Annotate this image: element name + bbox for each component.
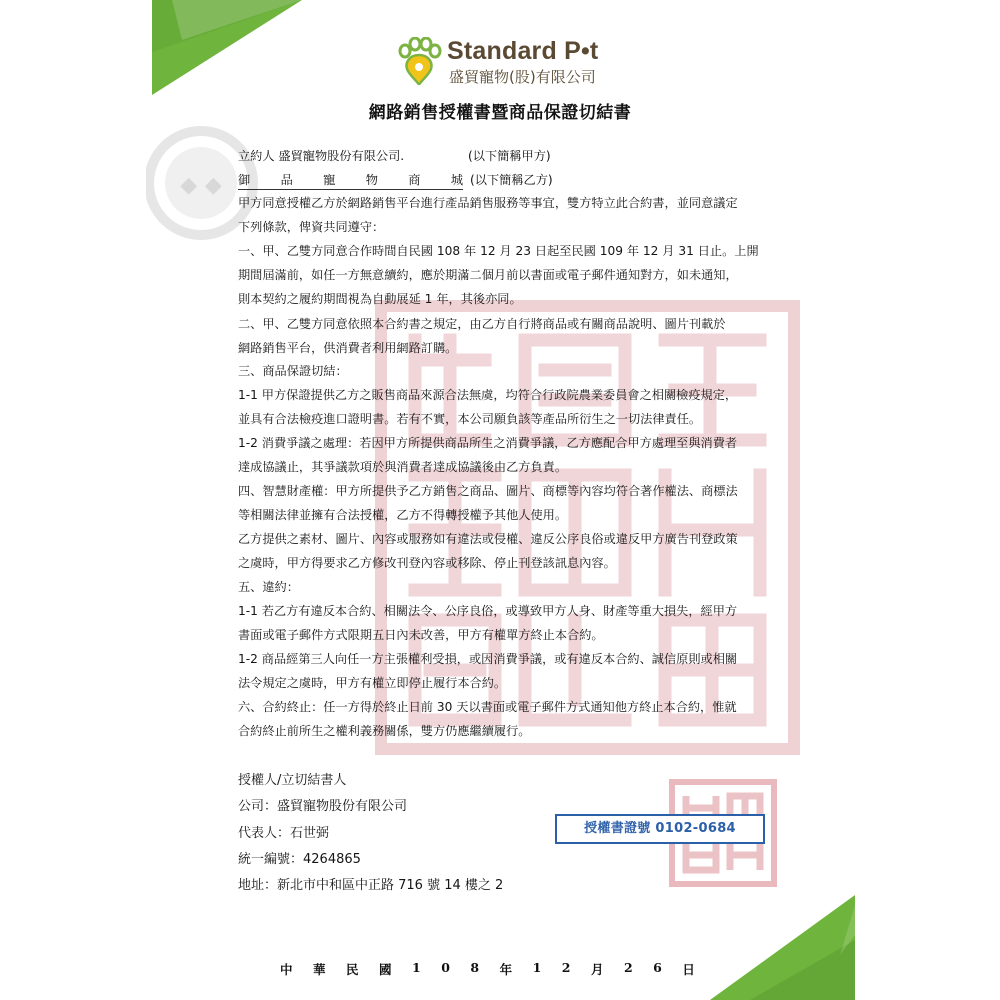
clause-line: 六、合約終止：任一方得於終止日前 30 天以書面或電子郵件方式通知他方終止本合約，惟就: [238, 700, 737, 714]
date-char: 國: [379, 962, 392, 977]
signatory-company: 公司：盛貿寵物股份有限公司: [238, 799, 408, 814]
clause-line: 等相關法律並擁有合法授權，乙方不得轉授權予其他人使用。: [238, 508, 568, 522]
clause-line: 則本契約之履約期間視為自動展延 1 年，其後亦同。: [238, 292, 522, 306]
clause-line: 書面或電子郵件方式限期五日內未改善，甲方有權單方終止本合約。: [238, 628, 604, 642]
date-char: 2: [561, 960, 571, 975]
clause-line: 並具有合法檢疫進口證明書。若有不實，本公司願負該等產品所衍生之一切法律責任。: [238, 412, 702, 426]
date-char: 華: [313, 962, 326, 977]
party-a-name: 立約人 盛貿寵物股份有限公司.: [238, 149, 405, 163]
clause-line: 一、甲、乙雙方同意合作時間自民國 108 年 12 月 23 日起至民國 109 年 12 月 31 日止。上開: [238, 244, 759, 258]
clause-line: 乙方提供之素材、圖片、內容或服務如有違法或侵權、違反公序良俗或違反甲方廣告刊登政策: [238, 532, 738, 546]
party-a-note: (以下簡稱甲方): [468, 149, 551, 163]
green-corner-top-left: [152, 0, 302, 95]
paw-pin-icon: [395, 37, 443, 87]
clause-line: 四、智慧財產權：甲方所提供予乙方銷售之商品、圖片、商標等內容均符合著作權法、商標法: [238, 484, 738, 498]
clause-line: 五、違約：: [238, 580, 299, 594]
svg-text:◆ ◆: ◆ ◆: [180, 172, 222, 198]
signatory-representative: 代表人：石世弼: [238, 826, 330, 841]
clause-line: 三、商品保證切結：: [238, 364, 348, 378]
clause-line: 1-1 甲方保證提供乙方之販售商品來源合法無虞，均符合行政院農業委員會之相關檢疫規定，: [238, 388, 738, 402]
logo-company-name: 盛貿寵物(股)有限公司: [449, 68, 596, 86]
date-char: 2: [623, 960, 633, 975]
authorization-certificate-number: 授權書證號 0102-0684: [555, 814, 765, 844]
clause-line: 1-1 若乙方有違反本合約、相關法令、公序良俗，或導致甲方人身、財產等重大損失，經甲方: [238, 604, 738, 618]
date-char: 年: [499, 962, 513, 977]
date-char: 0: [441, 960, 450, 975]
clause-line: 下列條款，俾資共同遵守：: [238, 220, 385, 234]
clause-line: 甲方同意授權乙方於網路銷售平台進行產品銷售服務等事宜，雙方特立此合約書，並同意議定: [238, 196, 738, 210]
party-b-char: 商: [408, 173, 421, 187]
party-b-char: 物: [365, 173, 378, 187]
clause-line: 期間屆滿前，如任一方無意續約，應於期滿二個月前以書面或電子郵件通知對方，如未通知，: [238, 268, 738, 282]
signatory-heading: 授權人/立切結書人: [238, 773, 347, 788]
clause-line: 達成協議止，其爭議款項於與消費者達成協議後由乙方負責。: [238, 460, 568, 474]
clause-line: 網路銷售平台，供消費者利用網路訂購。: [238, 341, 458, 355]
party-b-name: [238, 171, 463, 190]
clause-line: 1-2 消費爭議之處理：若因甲方所提供商品所生之消費爭議，乙方應配合甲方處理至與消費者: [238, 436, 738, 450]
signatory-tax-id: 統一編號：4264865: [238, 852, 361, 867]
company-logo: [395, 35, 625, 90]
date-char: 1: [412, 960, 421, 975]
date-char: 月: [590, 962, 604, 977]
clause-line: 二、甲、乙雙方同意依照本合約書之規定，由乙方自行將商品或有關商品說明、圖片刊載於: [238, 317, 726, 331]
party-b-char: 御: [238, 173, 251, 187]
clause-line: 法令規定之虞時，甲方有權立即停止履行本合約。: [238, 676, 507, 690]
clause-line: 1-2 商品經第三人向任一方主張權利受損，或因消費爭議，或有違反本合約、誠信原則或相關: [238, 652, 738, 666]
document-date: [280, 960, 695, 978]
date-char: 8: [470, 960, 480, 975]
date-char: 1: [532, 960, 542, 975]
green-corner-bottom-right: [710, 895, 855, 1000]
signatory-address: 地址：新北市中和區中正路 716 號 14 樓之 2: [238, 878, 504, 893]
party-b-char: 城: [450, 173, 463, 187]
date-char: 民: [346, 962, 359, 977]
document-title: 網路銷售授權書暨商品保證切結書: [368, 103, 632, 123]
date-char: 日: [682, 962, 695, 977]
logo-brand-name: Standard P•t: [447, 37, 599, 65]
clause-line: 合約終止前所生之權利義務關係，雙方仍應繼續履行。: [238, 724, 531, 738]
date-char: 6: [653, 960, 662, 975]
party-b-char: 品: [280, 173, 293, 187]
party-b-char: 寵: [323, 173, 336, 187]
date-char: 中: [280, 962, 293, 977]
clause-line: 之虞時，甲方得要求乙方修改刊登內容或移除、停止刊登該訊息內容。: [238, 556, 616, 570]
party-b-note: (以下簡稱乙方): [470, 173, 553, 187]
